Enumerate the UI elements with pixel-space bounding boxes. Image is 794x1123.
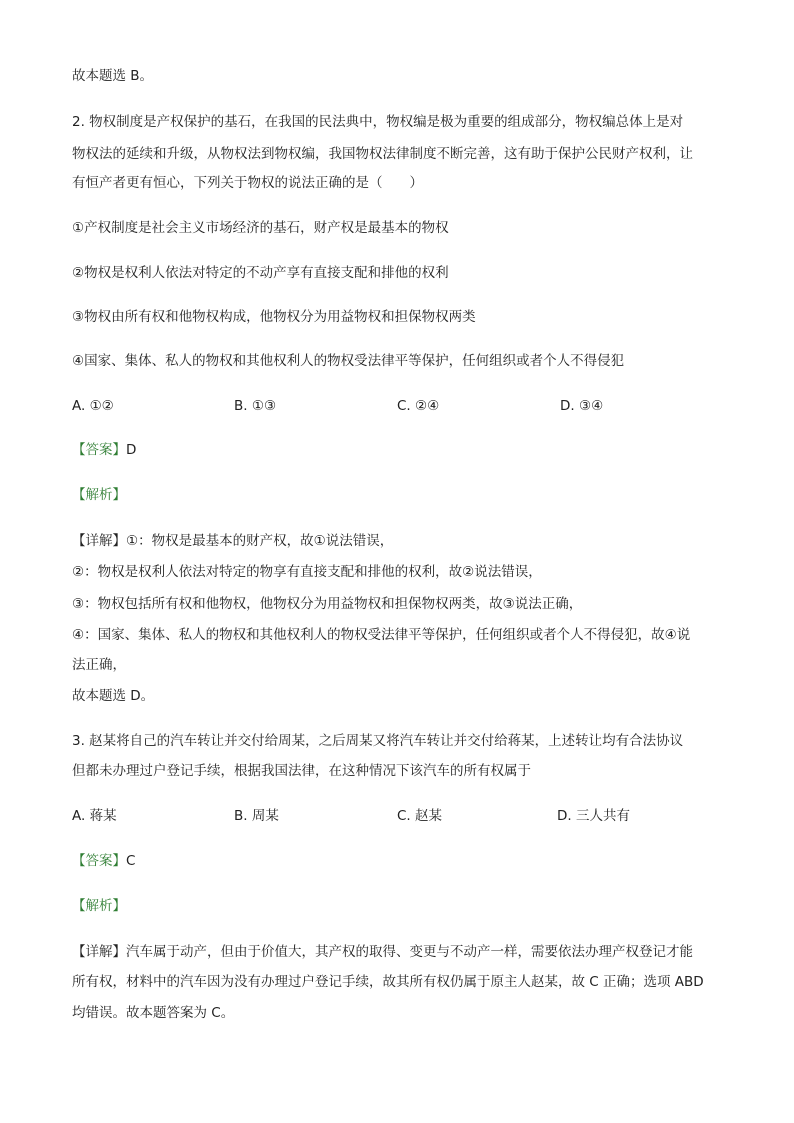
q3-detail-line-2: 所有权，材料中的汽车因为没有办理过户登记手续，故其所有权仍属于原主人赵某，故 C 正确；选项 ABD — [72, 974, 704, 990]
q2-statement-4: ④国家、集体、私人的物权和其他权利人的物权受法律平等保护，任何组织或者个人不得侵犯 — [72, 353, 625, 369]
q3-answer — [72, 851, 135, 871]
q3-option-a: A. 蒋某 — [72, 808, 117, 824]
detail-text: ①：物权是最基本的财产权，故①说法错误， — [126, 533, 394, 549]
q2-detail-line-3: ③：物权包括所有权和他物权，他物权分为用益物权和担保物权两类，故③说法正确， — [72, 596, 583, 612]
q2-detail-line-1 — [72, 531, 393, 551]
q2-option-d: D. ③④ — [560, 398, 604, 414]
q3-option-b: B. 周某 — [234, 808, 279, 824]
q2-conclusion: 故本题选 D。 — [72, 688, 155, 704]
q3-option-c: C. 赵某 — [397, 808, 443, 824]
detail-text: 汽车属于动产，但由于价值大，其产权的取得、变更与不动产一样，需要依法办理产权登记才能 — [126, 944, 693, 960]
answer-label: 【答案】 — [72, 442, 126, 458]
q2-detail-line-4: ④：国家、集体、私人的物权和其他权利人的物权受法律平等保护，任何组织或者个人不得侵犯，故④说 — [72, 627, 691, 643]
q2-stem-line-1: 2. 物权制度是产权保护的基石，在我国的民法典中，物权编是极为重要的组成部分，物权编总体上是对 — [72, 114, 684, 130]
q2-statement-1: ①产权制度是社会主义市场经济的基石，财产权是最基本的物权 — [72, 220, 449, 236]
q2-stem-line-2: 物权法的延续和升级，从物权法到物权编，我国物权法律制度不断完善，这有助于保护公民财产权利，让 — [72, 146, 693, 162]
q2-statement-3: ③物权由所有权和他物权构成，他物权分为用益物权和担保物权两类 — [72, 309, 476, 325]
q3-detail-line-1 — [72, 942, 693, 962]
detail-label: 【详解】 — [72, 533, 126, 549]
answer-value: C — [126, 853, 136, 869]
q3-stem-line-1: 3. 赵某将自己的汽车转让并交付给周某，之后周某又将汽车转让并交付给蒋某，上述转让均有合法协议 — [72, 733, 684, 749]
q2-option-a: A. ①② — [72, 398, 114, 414]
q3-detail-line-3: 均错误。故本题答案为 C。 — [72, 1005, 235, 1021]
answer-label: 【答案】 — [72, 853, 126, 869]
q2-option-b: B. ①③ — [234, 398, 277, 414]
q2-statement-2: ②物权是权利人依法对特定的不动产享有直接支配和排他的权利 — [72, 265, 449, 281]
detail-label: 【详解】 — [72, 944, 126, 960]
q3-option-d: D. 三人共有 — [557, 808, 630, 824]
q2-answer — [72, 440, 136, 460]
answer-value: D — [126, 442, 137, 458]
q1-conclusion: 故本题选 B。 — [72, 68, 154, 84]
q3-stem-line-2: 但都未办理过户登记手续，根据我国法律，在这种情况下该汽车的所有权属于 — [72, 763, 531, 779]
q3-analysis-label: 【解析】 — [72, 898, 126, 914]
q2-analysis-label: 【解析】 — [72, 487, 126, 503]
q2-option-c: C. ②④ — [397, 398, 440, 414]
q2-stem-line-3: 有恒产者更有恒心，下列关于物权的说法正确的是（ ） — [72, 175, 423, 191]
q2-detail-line-5: 法正确， — [72, 657, 126, 673]
q2-detail-line-2: ②：物权是权利人依法对特定的物享有直接支配和排他的权利，故②说法错误， — [72, 564, 542, 580]
